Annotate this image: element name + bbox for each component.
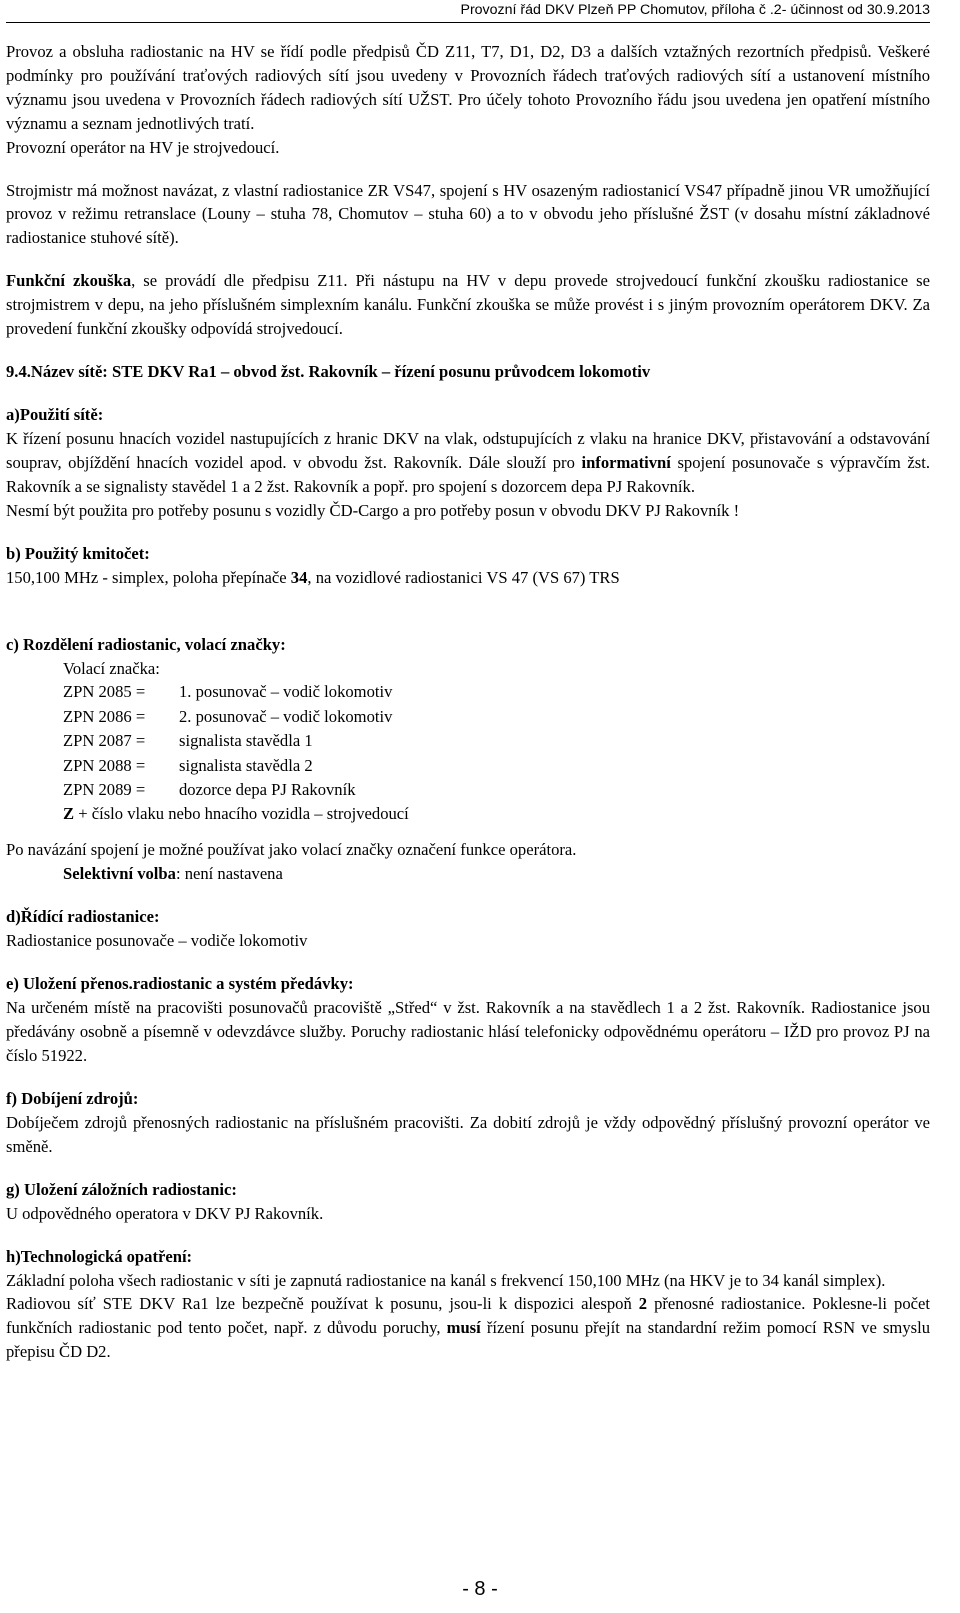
section-g-heading: g) Uložení záložních radiostanic:	[6, 1179, 237, 1199]
callsign-row: ZPN 2088 = signalista stavědla 2	[63, 755, 313, 775]
section-a-warning: Nesmí být použita pro potřeby posunu s vozidly ČD-Cargo a pro potřeby posun v obvodu DKV PJ Rakovník !	[6, 500, 740, 520]
intro-paragraph-4: Funkční zkouška, se provádí dle předpisu Z11. Při nástupu na HV v depu provede strojvedoucí funkční zkoušku radiostanice se strojmistrem v depu, na jeho příslušném simplexním kanálu. Funkční zkouška se může provést i s jiným provozním operátorem DKV. Za provedení funkční zkoušky odpovídá strojvedoucí.	[6, 271, 930, 339]
running-header: Provozní řád DKV Plzeň PP Chomutov, příloha č .2- účinnost od 30.9.2013	[460, 2, 930, 18]
section-b-heading: b) Použitý kmitočet:	[6, 543, 150, 563]
section-c-heading: c) Rozdělení radiostanic, volací značky:	[6, 634, 286, 654]
callsign-list	[63, 657, 930, 827]
section-f-heading: f) Dobíjení zdrojů:	[6, 1088, 139, 1108]
selective-call: Selektivní volba: není nastavena	[63, 864, 283, 884]
section-e-text: Na určeném místě na pracovišti posunovačů pracoviště „Střed“ v žst. Rakovník a na stavědlech 1 a 2 žst. Rakovník. Radiostanice jsou předávány osobně a písemně v odevzdávce služby. Poruchy radiostanic hlásí telefonicky odpovědnému operátoru – IŽD pro provoz PJ na číslo 51922.	[6, 998, 930, 1065]
intro-paragraph-3: Strojmistr má možnost navázat, z vlastní radiostanice ZR VS47, spojení s HV osazeným radiostanicí VS47 případně jinou VR umožňující provoz v režimu retranslace (Louny – stuha 78, Chomutov – stuha 60) a to v obvodu jeho příslušné ŽST (v dosahu místní základnové radiostanice stuhové sítě).	[6, 180, 930, 248]
section-e-heading: e) Uložení přenos.radiostanic a systém předávky:	[6, 974, 354, 994]
intro-paragraph-1: Provoz a obsluha radiostanic na HV se řídí podle předpisů ČD Z11, T7, D1, D2, D3 a dalších vztažných rezortních předpisů. Veškeré podmínky pro používání traťových radiových sítí jsou uvedeny v Provozních řádech traťových radiových sítí a ustanovení místního významu jsou uvedena v Provozních řádech radiových sítí UŽST. Pro účely tohoto Provozního řádu jsou uvedena jen opatření místního významu a seznam jednotlivých tratí.	[6, 42, 930, 133]
section-h-heading: h)Technologická opatření:	[6, 1246, 193, 1266]
section-d-text: Radiostanice posunovače – vodiče lokomotiv	[6, 931, 308, 951]
callsign-note: Po navázání spojení je možné používat jako volací značky označení funkce operátora.	[6, 840, 577, 860]
callsign-row: ZPN 2087 = signalista stavědla 1	[63, 731, 313, 751]
document-body	[6, 40, 930, 1364]
intro-paragraph-2: Provozní operátor na HV je strojvedoucí.	[6, 137, 280, 157]
page-number: - 8 -	[462, 1578, 498, 1600]
section-title: 9.4.Název sítě: STE DKV Ra1 – obvod žst. Rakovník – řízení posunu průvodcem lokomotiv	[6, 361, 651, 381]
informative-term: informativní	[581, 452, 671, 472]
section-f-text: Dobíječem zdrojů přenosných radiostanic na příslušném pracovišti. Za dobití zdrojů je vždy odpovědný příslušný provozní operátor ve směně.	[6, 1112, 930, 1156]
callsign-train-driver: Z + číslo vlaku nebo hnacího vozidla – strojvedoucí	[63, 804, 409, 824]
callsign-label: Volací značka:	[63, 658, 160, 678]
section-h-paragraph-2: Radiovou síť STE DKV Ra1 lze bezpečně používat k posunu, jsou-li k dispozici alespoň 2 přenosné radiostanice. Poklesne-li počet funkčních radiostanic pod tento počet, např. z důvodu poruchy, musí řízení posunu přejít na standardní režim pomocí RSN ve smyslu přepisu ČD D2.	[6, 1294, 930, 1362]
section-a-heading: a)Použití sítě:	[6, 404, 104, 424]
section-g-text: U odpovědného operatora v DKV PJ Rakovník.	[6, 1203, 324, 1223]
functional-test-term: Funkční zkouška	[6, 271, 132, 291]
section-h-paragraph-1: Základní poloha všech radiostanic v síti je zapnutá radiostanice na kanál s frekvencí 150,100 MHz (na HKV je to 34 kanál simplex).	[6, 1270, 886, 1290]
switch-position: 34	[290, 567, 308, 587]
callsign-row: ZPN 2085 = 1. posunovač – vodič lokomotiv	[63, 682, 393, 702]
section-b-frequency: 150,100 MHz - simplex, poloha přepínače 34, na vozidlové radiostanici VS 47 (VS 67) TRS	[6, 567, 620, 587]
header-rule	[6, 22, 930, 23]
section-d-heading: d)Řídící radiostanice:	[6, 907, 160, 927]
callsign-row: ZPN 2086 = 2. posunovač – vodič lokomotiv	[63, 706, 393, 726]
callsign-row: ZPN 2089 = dozorce depa PJ Rakovník	[63, 780, 356, 800]
section-a-paragraph: K řízení posunu hnacích vozidel nastupujících z hranic DKV na vlak, odstupujících z vlaku na hranice DKV, přistavování a odstavování souprav, objíždění hnacích vozidel apod. v obvodu žst. Rakovník. Dále slouží pro informativní spojení posunovače s výpravčím žst. Rakovník a se signalisty stavědel 1 a 2 žst. Rakovník a popř. pro spojení s dozorcem depa PJ Rakovník.	[6, 428, 930, 496]
